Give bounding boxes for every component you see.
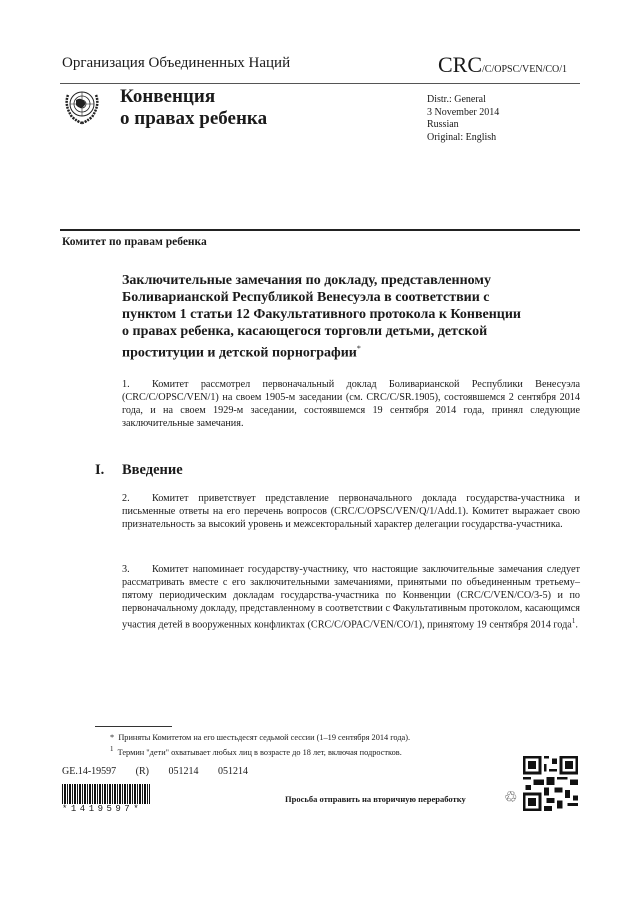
date: 3 November 2014 bbox=[427, 106, 500, 118]
title-footnote-mark: * bbox=[356, 344, 361, 353]
distribution-block bbox=[427, 94, 499, 144]
footnote-text: Приняты Комитетом на его шестьдесят седьмой сессии (1–19 сентября 2014 года). bbox=[118, 733, 411, 742]
recycle-icon: ♲ bbox=[504, 790, 518, 806]
footnote-rule bbox=[95, 726, 172, 727]
footnote-mark: 1 bbox=[110, 746, 114, 753]
footnote-ref[interactable]: 1 bbox=[571, 617, 576, 625]
paragraph-text: Комитет приветствует представление первоначального доклада государства-участника и письменные ответы на его перечень вопросов (CRC/C/OPSC/VEN/Q/1/Add.1). Комитет выражает свою признательность за высокий уровень и межсекторальный характер делегации государства-участника. bbox=[122, 493, 580, 530]
language: Russian bbox=[427, 119, 459, 130]
document-symbol bbox=[438, 52, 567, 78]
footnote-2 bbox=[110, 746, 402, 757]
distr: Distr.: General bbox=[427, 94, 486, 105]
qr-code-icon bbox=[522, 756, 579, 811]
paragraph-text: Комитет напоминает государству-участнику, что настоящие заключительные замечания следует рассматривать вместе с его заключительными замечаниями, принятыми по объединенным третьему–пятому периодическим докладам государства-участника по Конвенции (CRC/C/VEN/CO/3-5) и по первоначальному докладу, представленному в соответствии с Факультативным протоколом, касающимся участия детей в вооруженных конфликтах (CRC/C/OPAC/VEN/CO/1), принятому 19 сентября 2014 года bbox=[122, 564, 580, 631]
title-line-1: Конвенция bbox=[120, 86, 216, 107]
footnote-text: Термин "дети" охватывает любых лиц в возрасте до 18 лет, включая подростков. bbox=[117, 747, 402, 757]
un-emblem-icon bbox=[62, 85, 102, 125]
convention-title bbox=[120, 86, 267, 130]
organization-name: Организация Объединенных Наций bbox=[62, 55, 291, 71]
paragraph-1 bbox=[122, 378, 580, 430]
header-rule bbox=[60, 83, 580, 84]
paragraph-number: 2. bbox=[122, 493, 130, 504]
original-language: Original: English bbox=[427, 131, 497, 143]
document-title-text: Заключительные замечания по докладу, представленному Боливарианской Республикой Венесуэла в соответствии с пунктом 1 статьи 12 Факультативного протокола к Конвенции о правах ребенка, касающегося торговли детьми, детской проституции и детской порнографии bbox=[122, 273, 521, 361]
job-number: GE.14-19597 (R) 051214 051214 bbox=[62, 766, 248, 777]
committee-name: Комитет по правам ребенка bbox=[62, 236, 207, 248]
footnote-mark: * bbox=[110, 733, 115, 742]
barcode bbox=[62, 784, 150, 804]
symbol-main: CRC bbox=[438, 52, 483, 77]
paragraph-3: 3. Комитет напоминает государству-участнику, что настоящие заключительные замечания следует рассматривать вместе с его заключительными замечаниями, принятыми по объединенным третьему–пятому периодическим докладам государства-участника по Конвенции (CRC/C/VEN/CO/3-5) и по первоначальному докладу, представленному в соответствии с Факультативным протоколом, касающимся участия детей в вооруженных конфликтах (CRC/C/OPAC/VEN/CO/1), принятому 19 сентября 2014 года$^1$. bbox=[122, 564, 580, 631]
title-rule bbox=[60, 229, 580, 231]
title-line-2: о правах ребенка bbox=[120, 108, 268, 129]
footnote-1 bbox=[110, 733, 410, 742]
paragraph-text: Комитет рассмотрел первоначальный доклад Боливарианской Республики Венесуэла (CRC/C/OPSC/VEN/1) на своем 1905-м заседании (см. CRC/C/SR.1905), состоявшемся 2 сентября 2014 года, и на своем 1929-м заседании, состоявшемся 19 сентября 2014 года, принял следующие заключительные замечания. bbox=[122, 379, 580, 429]
section-title: Введение bbox=[122, 462, 183, 478]
paragraph-number: 1. bbox=[122, 379, 130, 390]
symbol-suffix: /C/OPSC/VEN/CO/1 bbox=[482, 64, 568, 75]
recycle-notice: Просьба отправить на вторичную переработку bbox=[285, 794, 466, 804]
paragraph-number: 3. bbox=[122, 564, 130, 575]
barcode-text: *1419597* bbox=[62, 804, 143, 814]
document-title bbox=[122, 272, 522, 362]
section-heading bbox=[95, 462, 183, 479]
paragraph-2 bbox=[122, 492, 580, 531]
section-number: I. bbox=[95, 462, 105, 478]
